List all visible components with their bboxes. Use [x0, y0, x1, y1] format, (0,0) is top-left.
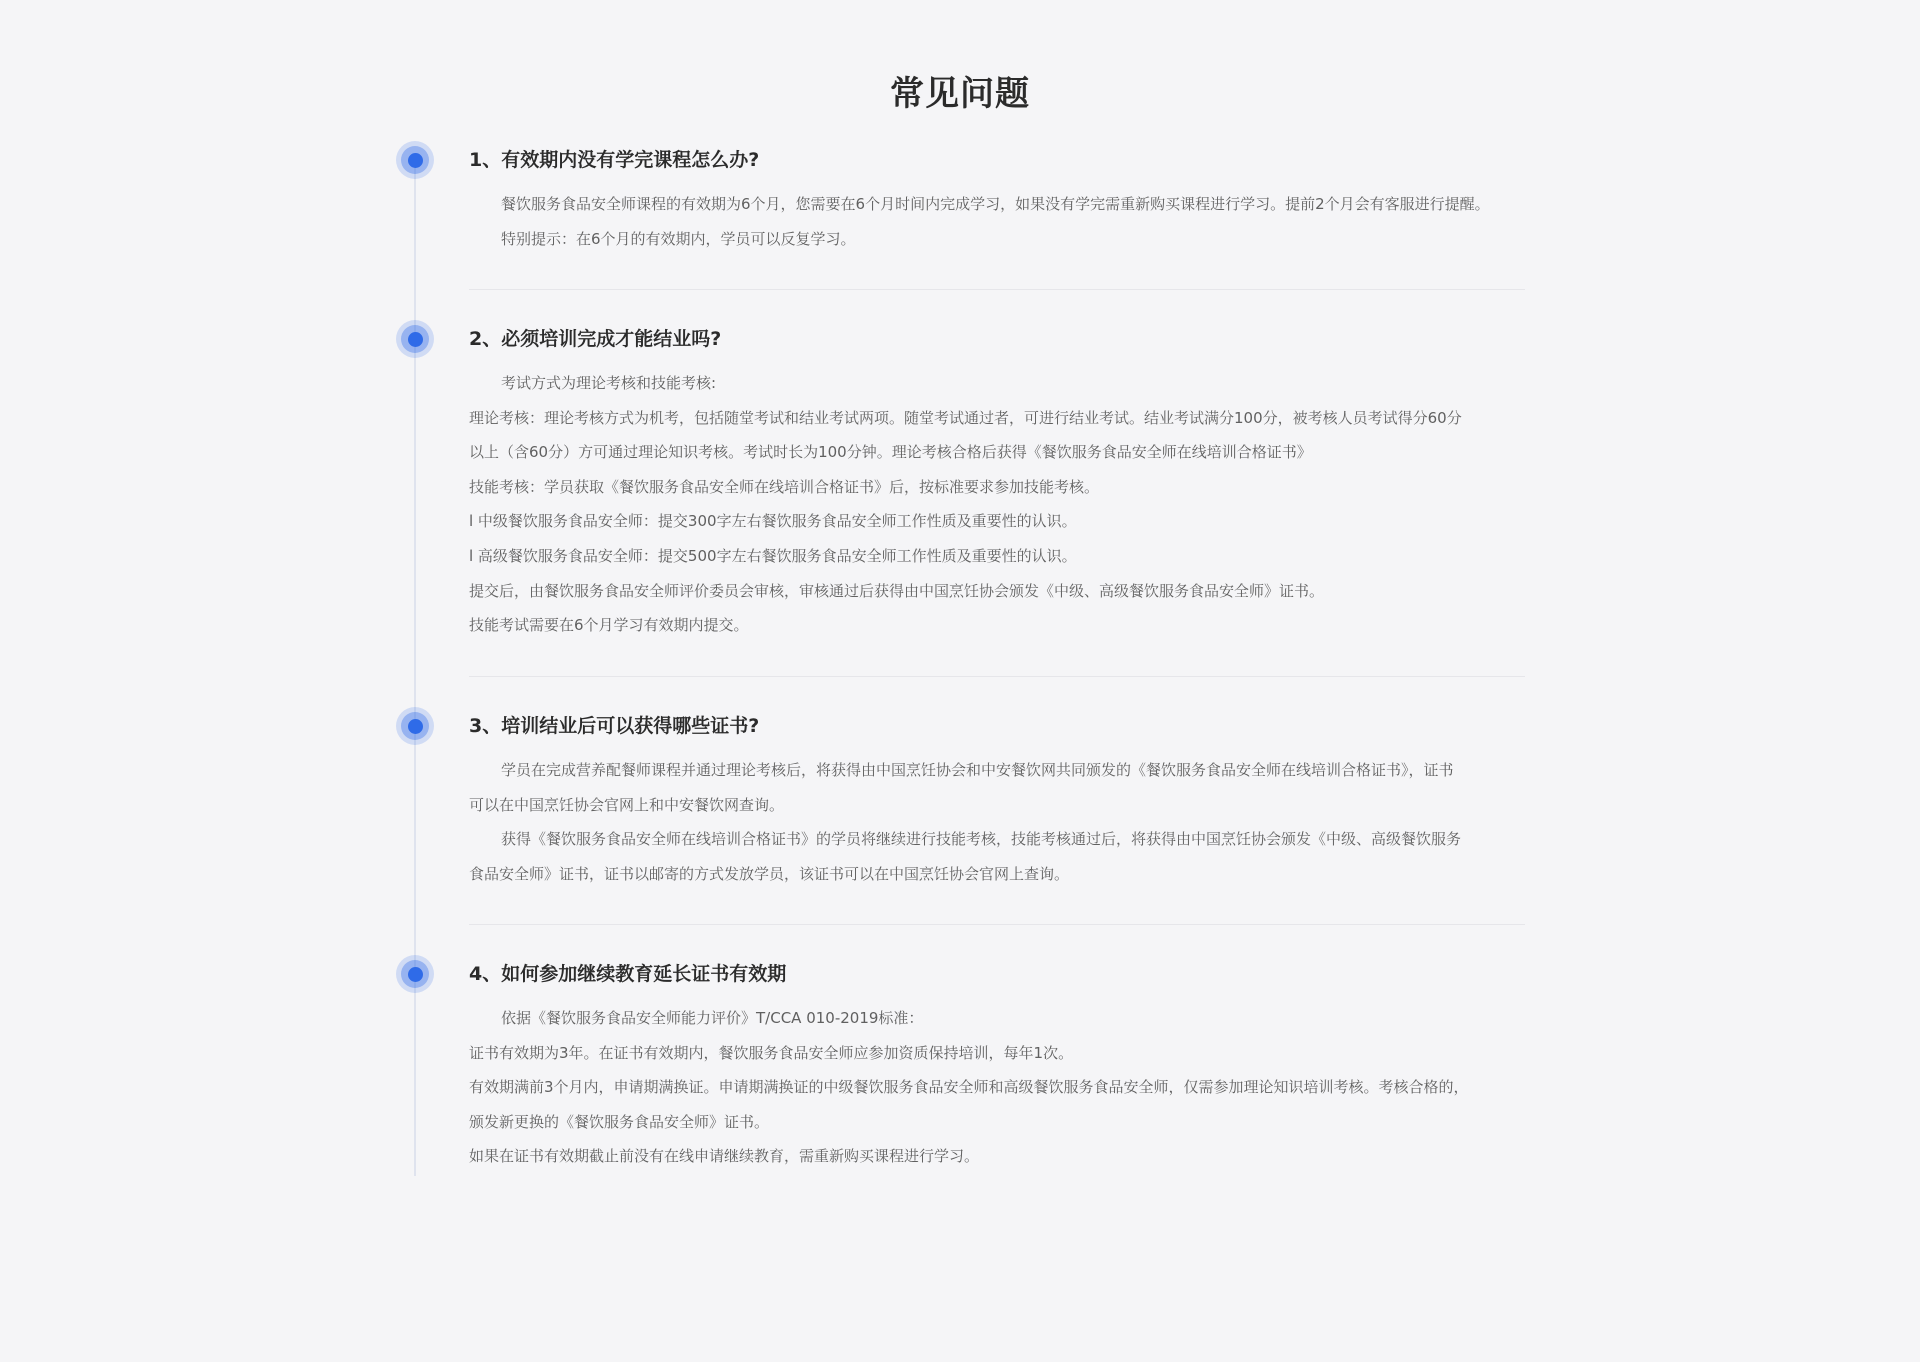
answer-paragraph: 技能考试需要在6个月学习有效期内提交。	[469, 616, 749, 635]
answer-paragraph: 有效期满前3个月内，申请期满换证。申请期满换证的中级餐饮服务食品安全师和高级餐饮服务食品安全师，仅需参加理论知识培训考核。考核合格的，	[469, 1078, 1469, 1097]
section-divider	[469, 289, 1525, 290]
faq-answer	[469, 366, 1525, 643]
faq-question: 4、如何参加继续教育延长证书有效期	[469, 963, 787, 985]
faq-item-1	[469, 143, 1525, 256]
timeline-dot-icon	[396, 320, 434, 358]
answer-paragraph: 餐饮服务食品安全师课程的有效期为6个月，您需要在6个月时间内完成学习，如果没有学完需重新购买课程进行学习。提前2个月会有客服进行提醒。	[501, 195, 1490, 213]
faq-question: 2、必须培训完成才能结业吗?	[469, 328, 722, 350]
answer-paragraph: 依据《餐饮服务食品安全师能力评价》T/CCA 010-2019标准：	[501, 1009, 924, 1027]
answer-paragraph: 食品安全师》证书，证书以邮寄的方式发放学员，该证书可以在中国烹饪协会官网上查询。	[469, 864, 1070, 883]
answer-paragraph: 特别提示：在6个月的有效期内，学员可以反复学习。	[501, 229, 856, 248]
faq-answer	[469, 187, 1525, 256]
answer-paragraph: 如果在证书有效期截止前没有在线申请继续教育，需重新购买课程进行学习。	[469, 1147, 980, 1166]
answer-paragraph: 可以在中国烹饪协会官网上和中安餐饮网查询。	[469, 795, 785, 814]
section-divider	[469, 924, 1525, 925]
faq-question: 1、有效期内没有学完课程怎么办?	[469, 149, 760, 171]
answer-paragraph: 学员在完成营养配餐师课程并通过理论考核后，将获得由中国烹饪协会和中安餐饮网共同颁发的《餐饮服务食品安全师在线培训合格证书》，证书	[501, 761, 1454, 779]
answer-paragraph: 技能考核：学员获取《餐饮服务食品安全师在线培训合格证书》后，按标准要求参加技能考核。	[469, 477, 1100, 496]
faq-item-4	[469, 957, 1525, 1174]
timeline-dot-icon	[396, 955, 434, 993]
answer-paragraph: 以上（含60分）方可通过理论知识考核。考试时长为100分钟。理论考核合格后获得《餐饮服务食品安全师在线培训合格证书》	[469, 443, 1312, 462]
timeline-line	[414, 162, 416, 1176]
answer-paragraph: 证书有效期为3年。在证书有效期内，餐饮服务食品安全师应参加资质保持培训，每年1次。	[469, 1043, 1074, 1062]
faq-answer	[469, 1001, 1525, 1174]
faq-question: 3、培训结业后可以获得哪些证书?	[469, 715, 760, 737]
timeline-dot-icon	[396, 707, 434, 745]
timeline-dot-icon	[396, 141, 434, 179]
faq-item-3	[469, 709, 1525, 891]
section-divider	[469, 676, 1525, 677]
answer-paragraph: 颁发新更换的《餐饮服务食品安全师》证书。	[469, 1112, 770, 1131]
answer-paragraph: 理论考核：理论考核方式为机考，包括随堂考试和结业考试两项。随堂考试通过者，可进行结业考试。结业考试满分100分，被考核人员考试得分60分	[469, 408, 1462, 427]
answer-paragraph: 考试方式为理论考核和技能考核:	[501, 374, 717, 392]
faq-item-2	[469, 322, 1525, 643]
answer-paragraph: l 高级餐饮服务食品安全师：提交500字左右餐饮服务食品安全师工作性质及重要性的认识。	[469, 546, 1077, 565]
page-title: 常见问题	[890, 74, 1030, 114]
answer-paragraph: l 中级餐饮服务食品安全师：提交300字左右餐饮服务食品安全师工作性质及重要性的认识。	[469, 512, 1077, 531]
answer-paragraph: 提交后，由餐饮服务食品安全师评价委员会审核，审核通过后获得由中国烹饪协会颁发《中级、高级餐饮服务食品安全师》证书。	[469, 581, 1325, 600]
faq-answer	[469, 753, 1525, 891]
answer-paragraph: 获得《餐饮服务食品安全师在线培训合格证书》的学员将继续进行技能考核，技能考核通过后，将获得由中国烹饪协会颁发《中级、高级餐饮服务	[501, 830, 1462, 849]
